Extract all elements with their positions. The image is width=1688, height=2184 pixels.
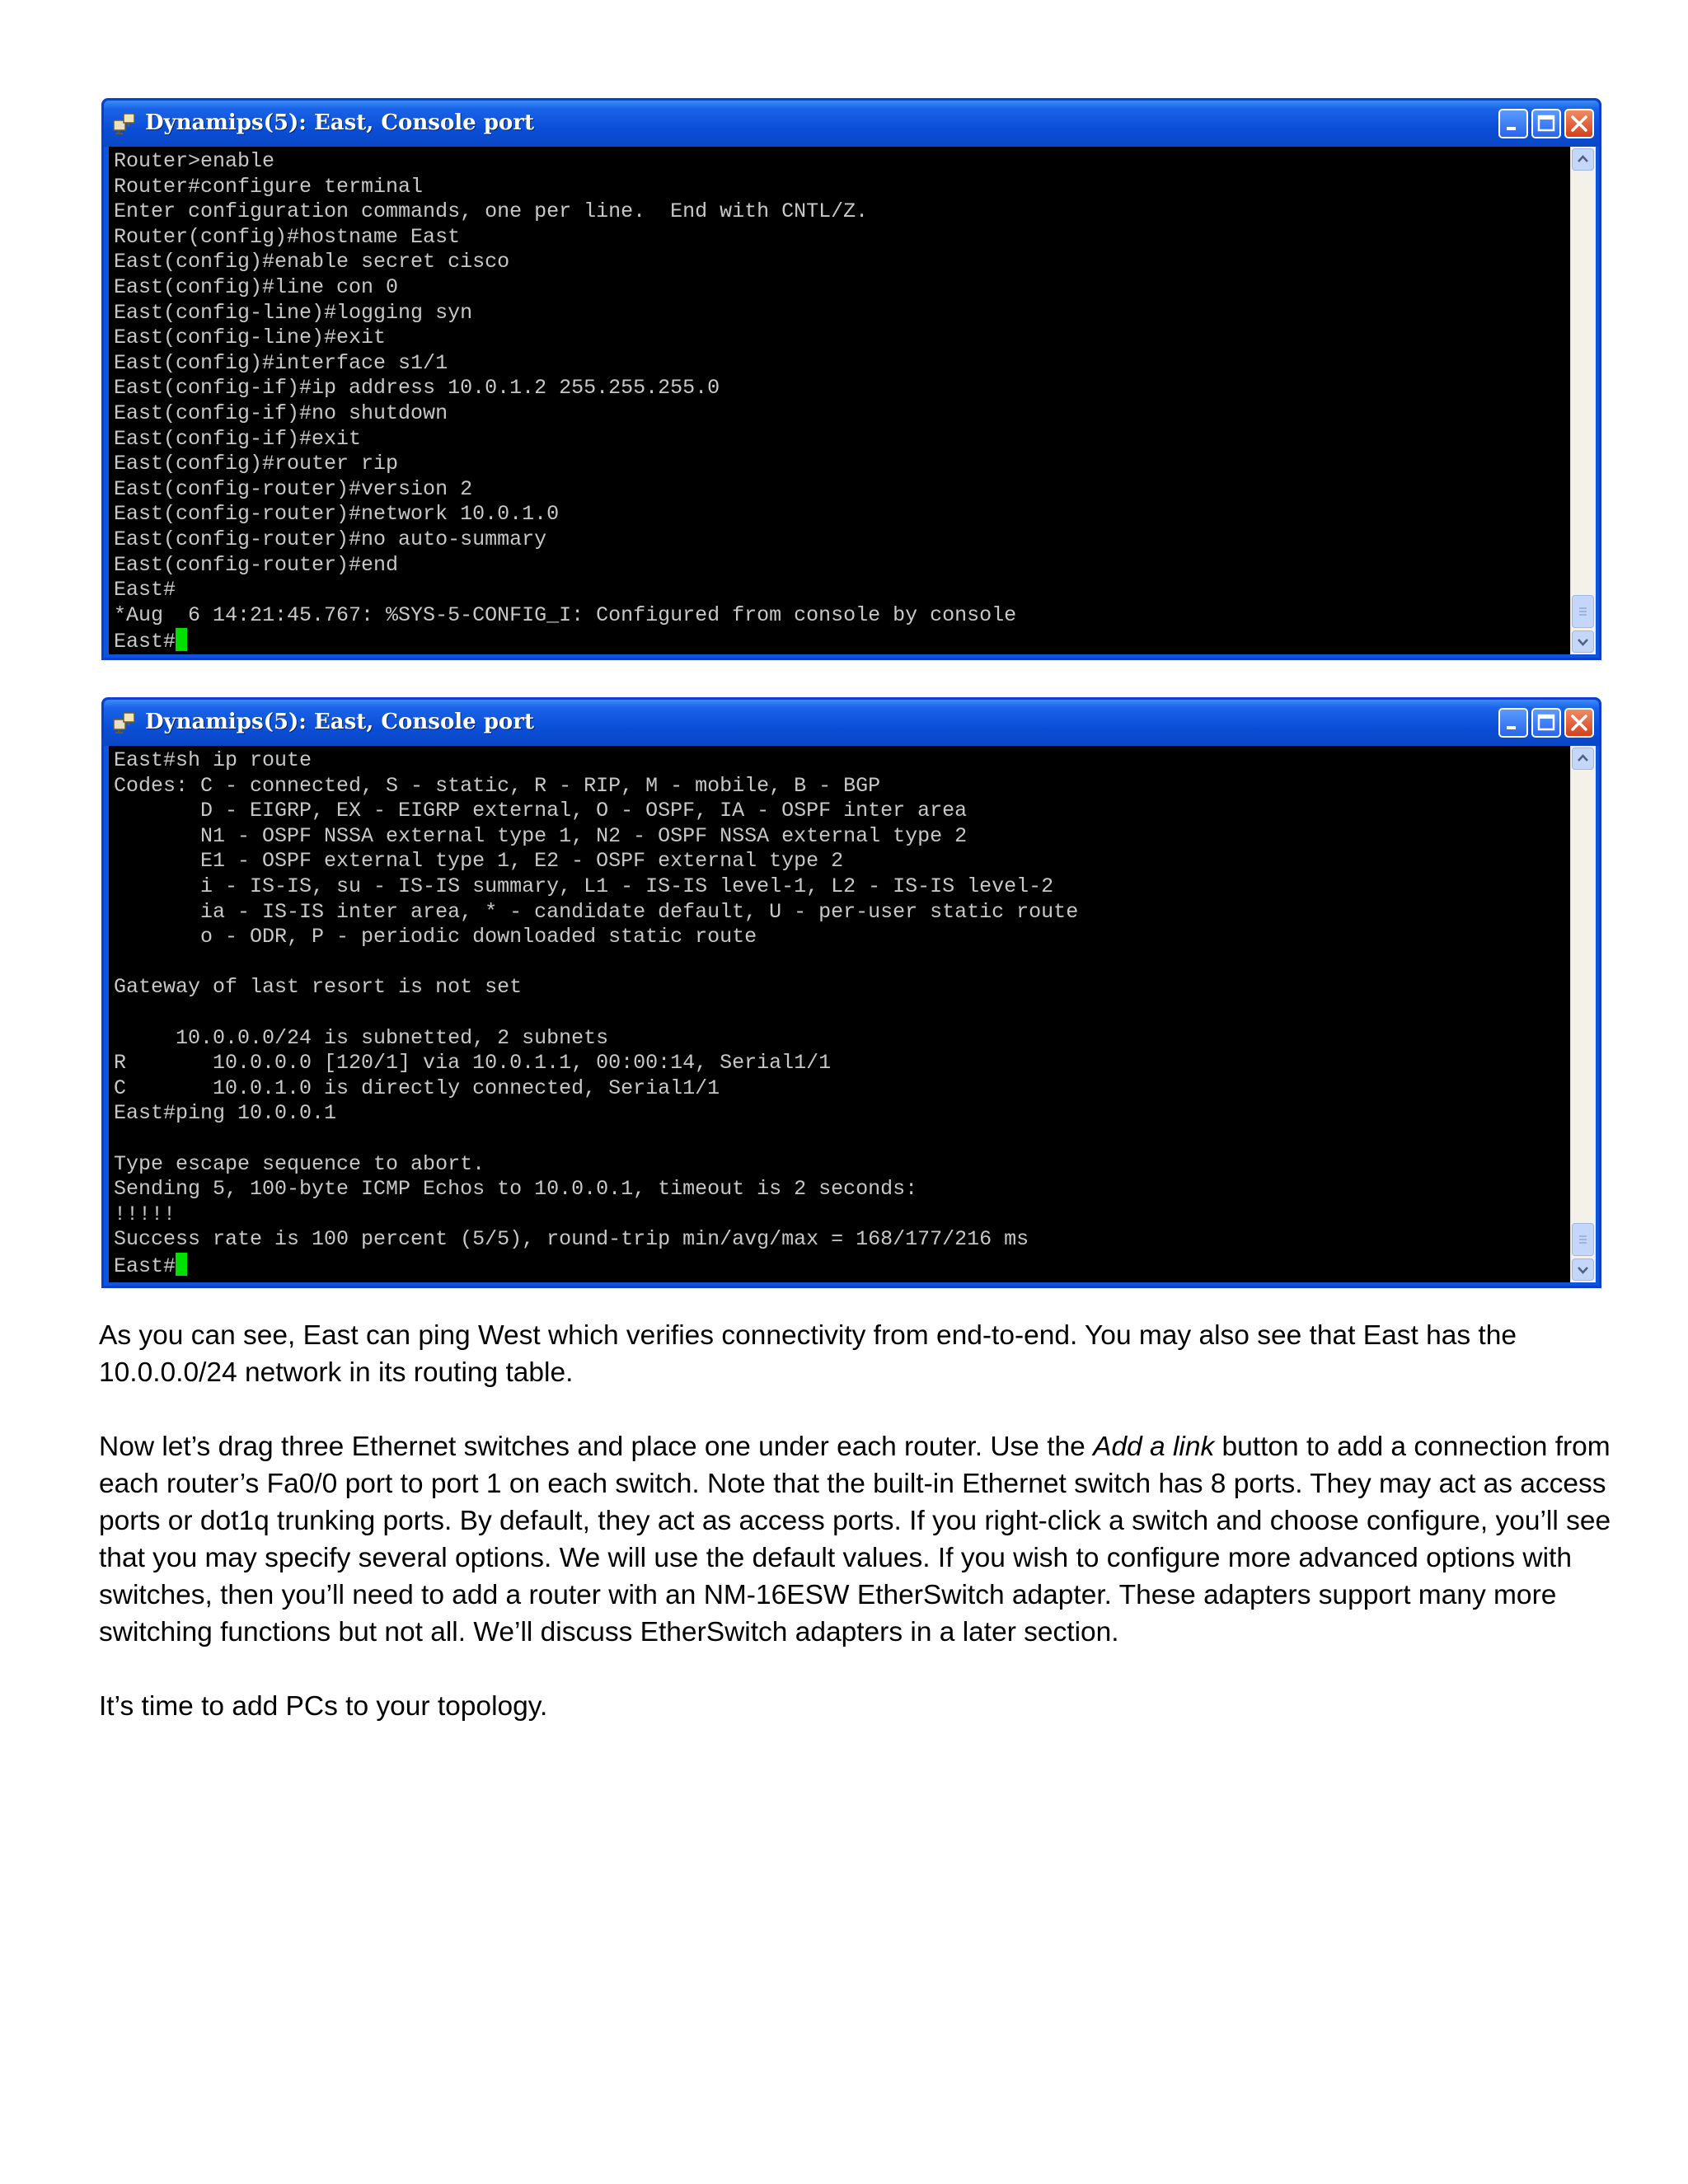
console-line: Gateway of last resort is not set (114, 975, 523, 1000)
paragraph-text: Now let’s drag three Ethernet switches and place one under each router. Use the (99, 1432, 1094, 1462)
minimize-button[interactable] (1498, 708, 1528, 738)
chevron-up-icon (1573, 748, 1593, 769)
console-app-icon (112, 112, 137, 135)
console-line: East#sh ip route (114, 748, 312, 772)
console-line: o - ODR, P - periodic downloaded static route (114, 925, 757, 949)
console-line: Type escape sequence to abort. (114, 1151, 485, 1176)
console-line: East(config)#interface s1/1 (114, 350, 448, 375)
window-titlebar[interactable] (104, 700, 1599, 746)
vertical-scrollbar[interactable] (1570, 746, 1596, 1282)
chevron-down-icon (1573, 631, 1593, 652)
console-line: Sending 5, 100-byte ICMP Echos to 10.0.0.1, timeout is 2 seconds: (114, 1177, 918, 1202)
console-app-icon (112, 711, 137, 734)
scroll-up-button[interactable] (1572, 748, 1594, 770)
console-line: East# (114, 578, 176, 602)
scroll-down-button[interactable] (1572, 1258, 1594, 1281)
console-line: East(config-line)#exit (114, 326, 387, 350)
console-line: East(config-router)#network 10.0.1.0 (114, 502, 560, 527)
scroll-down-button[interactable] (1572, 630, 1594, 653)
console-output[interactable] (109, 746, 1571, 1282)
grip-icon (1573, 596, 1593, 627)
paragraph-add-pcs: It’s time to add PCs to your topology. (99, 1691, 548, 1722)
minimize-icon (1500, 710, 1526, 736)
text-cursor (176, 1253, 187, 1276)
chevron-up-icon (1573, 149, 1593, 170)
console-line: East(config)#router rip (114, 452, 399, 476)
minimize-button[interactable] (1498, 109, 1528, 138)
console-line: East(config-line)#logging syn (114, 300, 473, 325)
console-line: C 10.0.1.0 is directly connected, Serial1/1 (114, 1076, 720, 1100)
console-line: E1 - OSPF external type 1, E2 - OSPF external type 2 (114, 849, 844, 874)
scroll-thumb[interactable] (1572, 595, 1594, 628)
paragraph-text: button to add a connection from each router’s Fa0/0 port to port 1 on each switch. Note that the built-in Ethernet switch has 8 ports. They may act as access ports or dot1q trunking ports. By default, they act as access ports. If you right-click a switch and choose configure, you’ll see that you may specify several options. We will use the default values. If you wish to configure more advanced options with switches, then you’ll need to add a router with an NM-16ESW EtherSwitch adapter. These adapters support many more switching functions but not all. We’ll discuss EtherSwitch adapters in a later section. (99, 1432, 1611, 1647)
chevron-down-icon (1573, 1259, 1593, 1280)
console-line: Codes: C - connected, S - static, R - RIP, M - mobile, B - BGP (114, 773, 881, 798)
grip-icon (1573, 1224, 1593, 1255)
console-window-1[interactable] (101, 98, 1601, 660)
maximize-icon (1533, 710, 1559, 736)
console-line: i - IS-IS, su - IS-IS summary, L1 - IS-IS level-1, L2 - IS-IS level-2 (114, 874, 1054, 898)
console-line: ia - IS-IS inter area, * - candidate default, U - per-user static route (114, 899, 1079, 924)
scroll-up-button[interactable] (1572, 148, 1594, 171)
console-line: East#ping 10.0.0.1 (114, 1101, 337, 1126)
close-button[interactable] (1564, 708, 1594, 738)
close-button[interactable] (1564, 109, 1594, 138)
console-line: East(config-router)#no auto-summary (114, 527, 547, 551)
maximize-button[interactable] (1531, 109, 1561, 138)
add-a-link-emphasis: Add a link (1093, 1432, 1215, 1462)
maximize-button[interactable] (1531, 708, 1561, 738)
maximize-icon (1533, 110, 1559, 137)
console-line: East(config)#enable secret cisco (114, 250, 510, 274)
window-titlebar[interactable] (104, 101, 1599, 147)
console-line: Success rate is 100 percent (5/5), round-trip min/avg/max = 168/177/216 ms (114, 1227, 1029, 1252)
console-line: East(config-if)#ip address 10.0.1.2 255.255.255.0 (114, 376, 720, 401)
console-line: East(config-if)#no shutdown (114, 401, 448, 425)
scroll-thumb[interactable] (1572, 1223, 1594, 1256)
console-line: !!!!! (114, 1202, 176, 1226)
console-prompt: East# (114, 630, 176, 654)
console-line: Router(config)#hostname East (114, 224, 461, 249)
console-line: R 10.0.0.0 [120/1] via 10.0.1.1, 00:00:14, Serial1/1 (114, 1051, 832, 1076)
console-line: D - EIGRP, EX - EIGRP external, O - OSPF, IA - OSPF inter area (114, 799, 968, 823)
paragraph-connectivity: As you can see, East can ping West which verifies connectivity from end-to-end. You may also see that East has the 10.0.0.0/24 network in its routing table. (99, 1320, 1517, 1388)
close-icon (1566, 710, 1592, 736)
console-line: Enter configuration commands, one per line. End with CNTL/Z. (114, 199, 869, 224)
window-title: Dynamips(5): East, Console port (145, 110, 534, 135)
console-line: East(config-router)#version 2 (114, 476, 473, 501)
vertical-scrollbar[interactable] (1570, 147, 1596, 654)
console-line: East(config)#line con 0 (114, 274, 399, 299)
console-line: Router#configure terminal (114, 174, 424, 199)
console-prompt: East# (114, 1254, 176, 1278)
console-line: N1 - OSPF NSSA external type 1, N2 - OSPF NSSA external type 2 (114, 823, 968, 848)
paragraph-switches (99, 1428, 1615, 1651)
console-line: East(config-router)#end (114, 552, 399, 577)
window-title: Dynamips(5): East, Console port (145, 710, 534, 734)
console-line: East(config-if)#exit (114, 426, 362, 451)
close-icon (1566, 110, 1592, 137)
console-line: 10.0.0.0/24 is subnetted, 2 subnets (114, 1025, 609, 1050)
console-window-2[interactable] (101, 697, 1601, 1288)
console-line: Router>enable (114, 149, 275, 173)
console-output[interactable] (109, 147, 1571, 654)
console-line: *Aug 6 14:21:45.767: %SYS-5-CONFIG_I: Configured from console by console (114, 602, 1017, 627)
text-cursor (176, 628, 187, 651)
minimize-icon (1500, 110, 1526, 137)
